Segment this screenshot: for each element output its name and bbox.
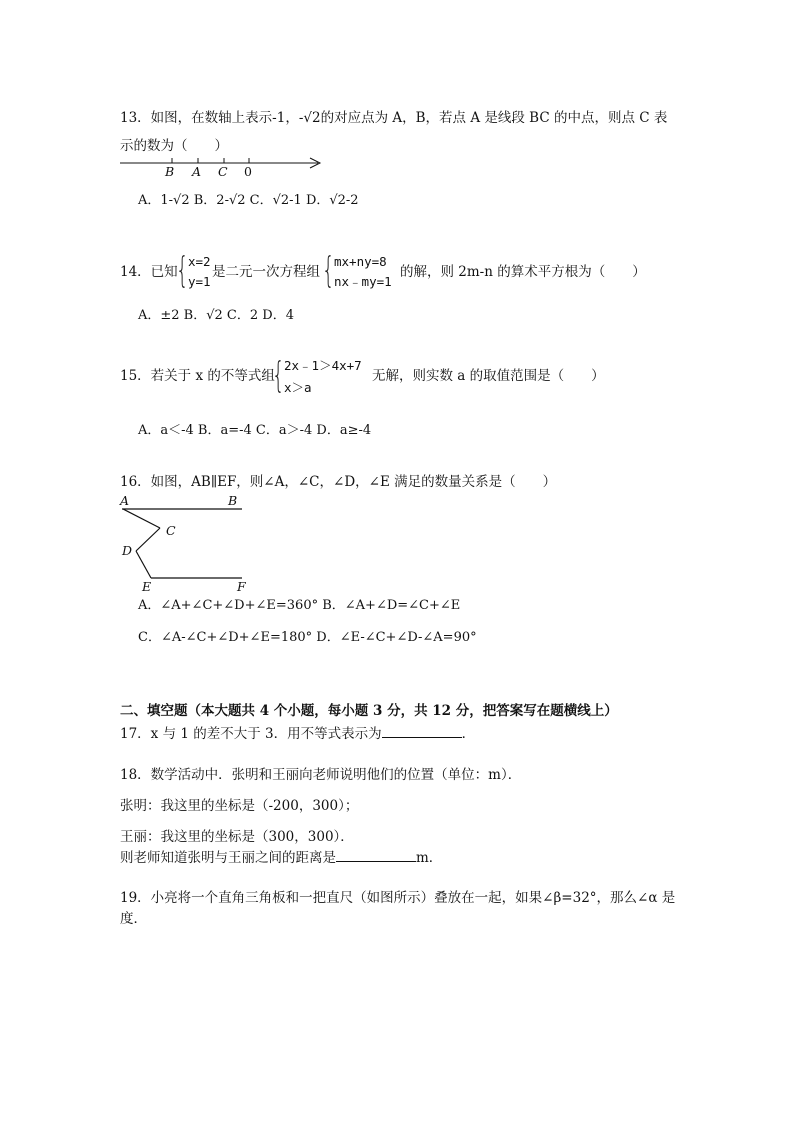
q18-line4: 则老师知道张明与王丽之间的距离是: [120, 850, 336, 866]
q13-line1: 13．如图，在数轴上表示-1，-√2的对应点为 A，B，若点 A 是线段 BC 的中点，则点 C 表: [120, 110, 668, 126]
q19-line1: 19．小亮将一个直角三角板和一把直尺（如图所示）叠放在一起，如果∠β=32°，那么∠α 是: [120, 890, 676, 906]
q17-end: ．: [461, 726, 476, 742]
q16-label-a: A: [120, 493, 130, 508]
q17-text: 17．x 与 1 的差不大于 3．用不等式表示为: [120, 726, 382, 742]
q14-middle: 是二元一次方程组: [212, 264, 320, 280]
q15-suffix: 无解，则实数 a 的取值范围是（ ）: [372, 368, 605, 384]
q15-sys-b: x＞a: [284, 380, 312, 395]
q16-label-b: B: [228, 493, 238, 508]
q17-answer-blank[interactable]: [382, 722, 462, 738]
q16-stem: 16．如图，AB∥EF，则∠A，∠C，∠D，∠E 满足的数量关系是（ ）: [120, 474, 557, 490]
q16-label-f: F: [237, 579, 246, 594]
q16-options-ab: A．∠A+∠C+∠D+∠E=360° B．∠A+∠D=∠C+∠E: [138, 598, 461, 613]
q14-prefix: 14．已知: [120, 264, 178, 280]
q15-prefix: 15．若关于 x 的不等式组: [120, 368, 275, 384]
q13-label-b: B: [165, 164, 175, 179]
q14-brace-1: {: [176, 250, 189, 291]
q15-options: A．a＜-4 B．a=-4 C．a＞-4 D．a≥-4: [138, 423, 372, 438]
q18-line1: 18．数学活动中．张明和王丽向老师说明他们的位置（单位：m）．: [120, 767, 522, 783]
q15-sys-a: 2x﹣1＞4x+7: [284, 358, 362, 373]
q19-line2: 度．: [120, 911, 147, 927]
q18-answer-blank[interactable]: [336, 846, 416, 862]
q13-label-zero: 0: [244, 164, 252, 179]
q18-row4: [120, 846, 442, 868]
q18-line2: 张明：我这里的坐标是（-200，300）；: [120, 798, 359, 814]
q14-options: A．±2 B．√2 C．2 D．4: [138, 308, 294, 323]
q16-label-c: C: [166, 523, 176, 538]
q14-brace-2: {: [322, 250, 335, 291]
q17-row: [120, 722, 475, 744]
q16-options-cd: C．∠A-∠C+∠D+∠E=180° D．∠E-∠C+∠D-∠A=90°: [138, 630, 477, 645]
q14-sys2-a: mx+ny=8: [334, 254, 387, 269]
q14-suffix: 的解，则 2m-n 的算术平方根为（ ）: [400, 264, 646, 280]
q13-label-c: C: [218, 164, 228, 179]
q13-label-a: A: [192, 164, 202, 179]
q18-line3: 王丽：我这里的坐标是（300，300）．: [120, 829, 354, 845]
q13-options: A．1-√2 B．2-√2 C．√2-1 D．√2-2: [138, 193, 359, 208]
q15-brace: {: [272, 355, 285, 396]
section2-heading: 二、填空题（本大题共 4 个小题，每小题 3 分，共 12 分，把答案写在题横线上）: [120, 703, 618, 719]
q14-sys1-a: x=2: [188, 254, 211, 269]
q16-label-e: E: [142, 579, 152, 594]
q13-line2: 示的数为（ ）: [120, 138, 228, 154]
q18-line4-end: m．: [416, 850, 443, 866]
q14-sys1-b: y=1: [188, 274, 211, 289]
q16-label-d: D: [122, 543, 133, 558]
q14-sys2-b: nx﹣my=1: [334, 274, 392, 289]
